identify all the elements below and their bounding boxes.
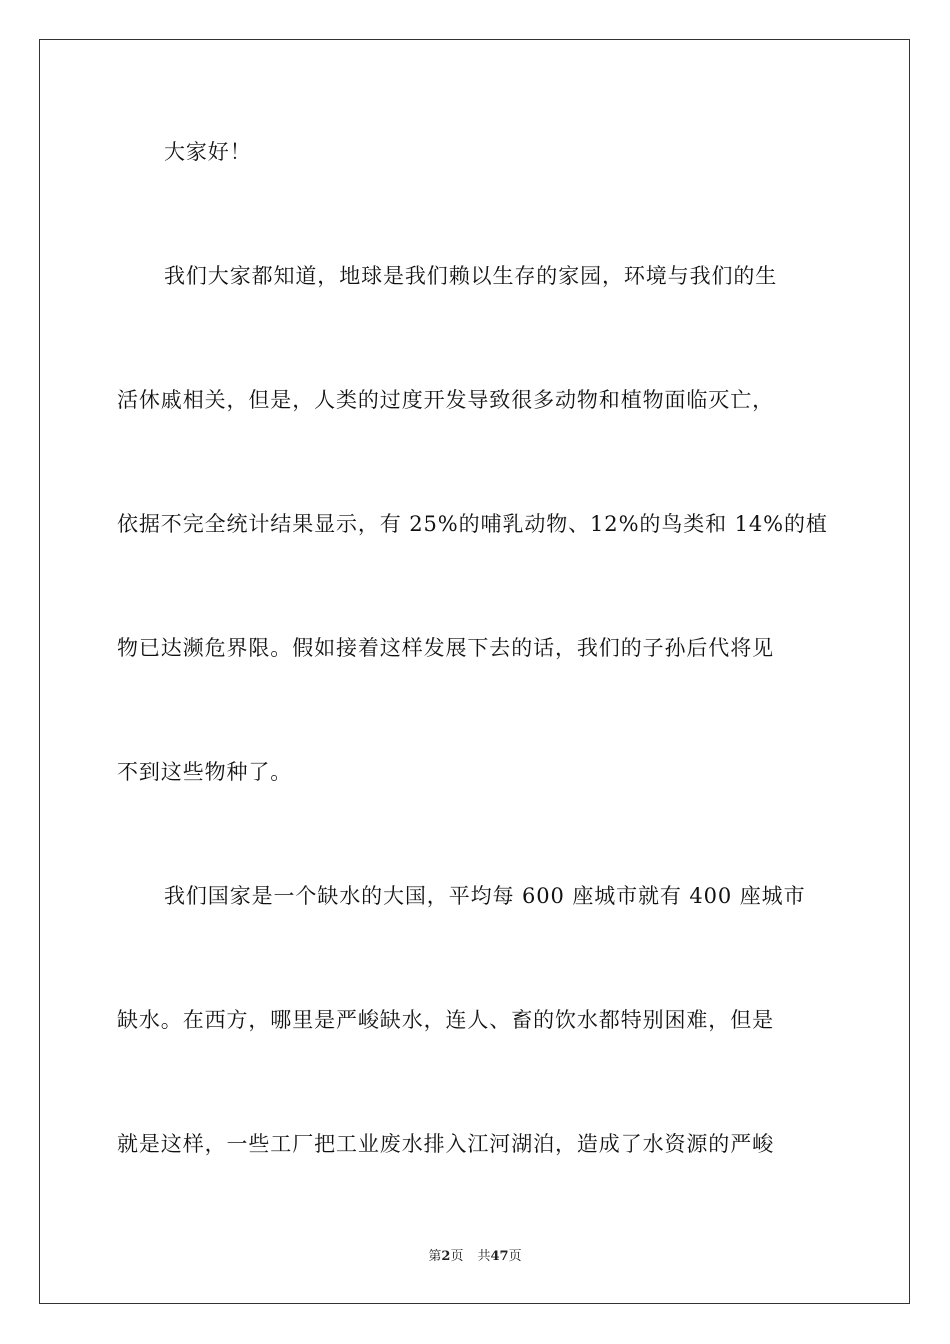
page-number: 2 <box>441 1249 451 1264</box>
greeting-line: 大家好！ <box>164 140 252 164</box>
total-pages: 47 <box>490 1249 509 1264</box>
page-prefix: 第 <box>428 1249 442 1264</box>
paragraph-line: 不到这些物种了。 <box>117 760 293 784</box>
paragraph-line: 我们大家都知道，地球是我们赖以生存的家园，环境与我们的生 <box>164 264 778 288</box>
total-prefix: 共 <box>477 1249 491 1264</box>
paragraph-line: 就是这样，一些工厂把工业废水排入江河湖泊，造成了水资源的严峻 <box>117 1132 774 1156</box>
paragraph-line: 缺水。在西方，哪里是严峻缺水，连人、畜的饮水都特别困难，但是 <box>117 1008 774 1032</box>
paragraph-line: 活休戚相关，但是，人类的过度开发导致很多动物和植物面临灭亡， <box>117 388 774 412</box>
page-footer <box>0 1248 950 1266</box>
paragraph-line: 依据不完全统计结果显示，有 25%的哺乳动物、12%的鸟类和 14%的植 <box>117 512 828 536</box>
paragraph-line: 我们国家是一个缺水的大国，平均每 600 座城市就有 400 座城市 <box>164 884 806 908</box>
page-border <box>39 39 910 1304</box>
paragraph-line: 物已达濒危界限。假如接着这样发展下去的话，我们的子孙后代将见 <box>117 636 774 660</box>
page-suffix: 页 <box>450 1249 464 1264</box>
total-suffix: 页 <box>508 1249 522 1264</box>
